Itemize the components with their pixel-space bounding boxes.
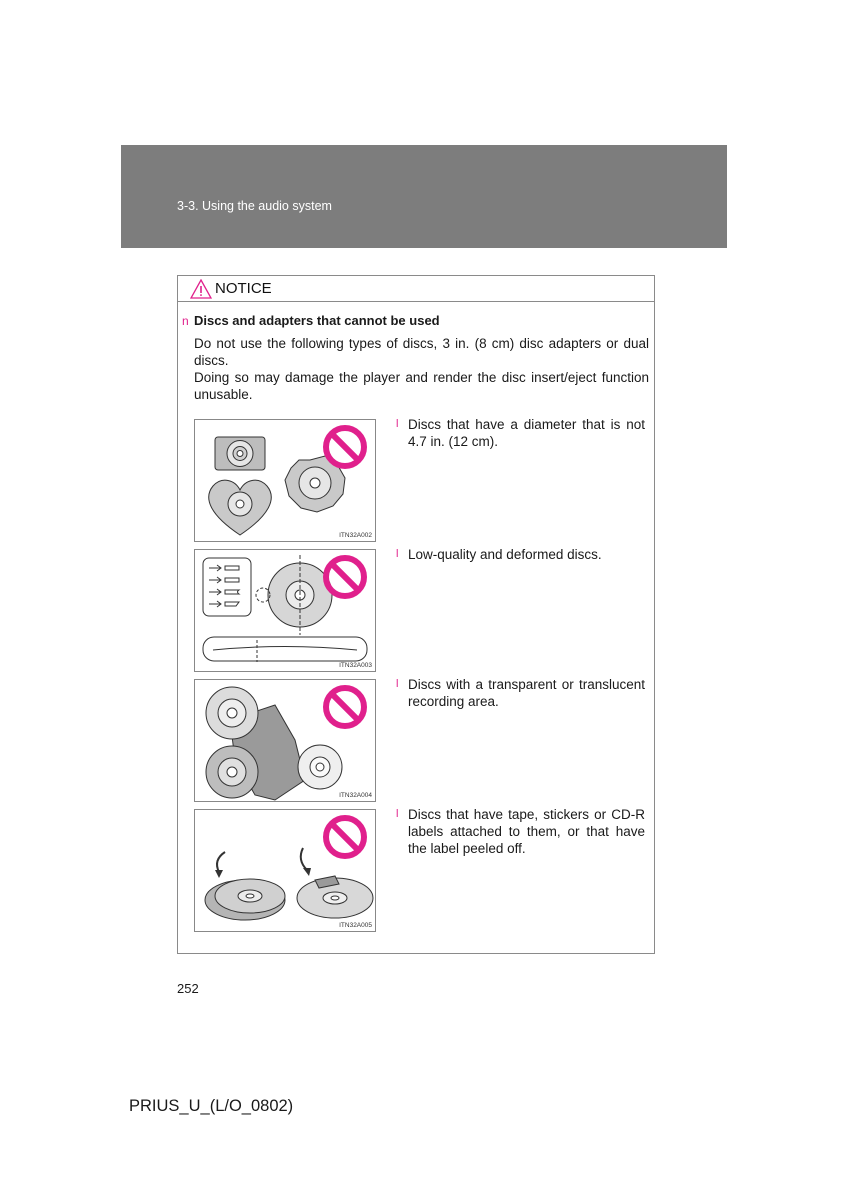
item-bullet: l [396, 418, 399, 430]
notice-header [178, 276, 654, 302]
notice-title: NOTICE [215, 280, 272, 297]
list-item [396, 546, 645, 563]
heading-bullet: n [182, 314, 189, 328]
figure-code: ITN32A005 [339, 922, 372, 929]
section-label: 3-3. Using the audio system [177, 199, 332, 213]
item-bullet: l [396, 808, 399, 820]
figure-code: ITN32A002 [339, 532, 372, 539]
list-item [396, 416, 645, 450]
figure-irregular-discs [194, 419, 376, 542]
figure-deformed-discs [194, 549, 376, 672]
figure-labeled-discs [194, 809, 376, 932]
irregular-shaped-discs-illustration [195, 420, 375, 541]
deformed-disc-illustration [195, 550, 375, 671]
item-text: Discs with a transparent or translucent recording area. [408, 677, 645, 709]
figure-code: ITN32A004 [339, 792, 372, 799]
paragraph: Do not use the following types of discs, 3 in. (8 cm) disc adapters or dual discs. [194, 336, 649, 368]
list-item [396, 806, 645, 857]
header-band [121, 145, 727, 248]
item-bullet: l [396, 548, 399, 560]
figure-transparent-discs [194, 679, 376, 802]
section-heading: Discs and adapters that cannot be used [194, 313, 440, 328]
warning-triangle-icon [190, 279, 212, 299]
page-number: 252 [177, 981, 199, 996]
document-id: PRIUS_U_(L/O_0802) [129, 1097, 294, 1115]
item-bullet: l [396, 678, 399, 690]
item-text: Low-quality and deformed discs. [408, 547, 602, 562]
transparent-disc-illustration [195, 680, 375, 801]
figure-code: ITN32A003 [339, 662, 372, 669]
item-text: Discs that have a diameter that is not 4.7 in. (12 cm). [408, 417, 645, 449]
list-item [396, 676, 645, 710]
paragraph: Doing so may damage the player and render the disc insert/eject function unusable. [194, 370, 649, 402]
labeled-disc-illustration [195, 810, 375, 931]
notice-box [177, 275, 655, 954]
item-text: Discs that have tape, stickers or CD-R labels attached to them, or that have the label peeled off. [408, 807, 645, 856]
